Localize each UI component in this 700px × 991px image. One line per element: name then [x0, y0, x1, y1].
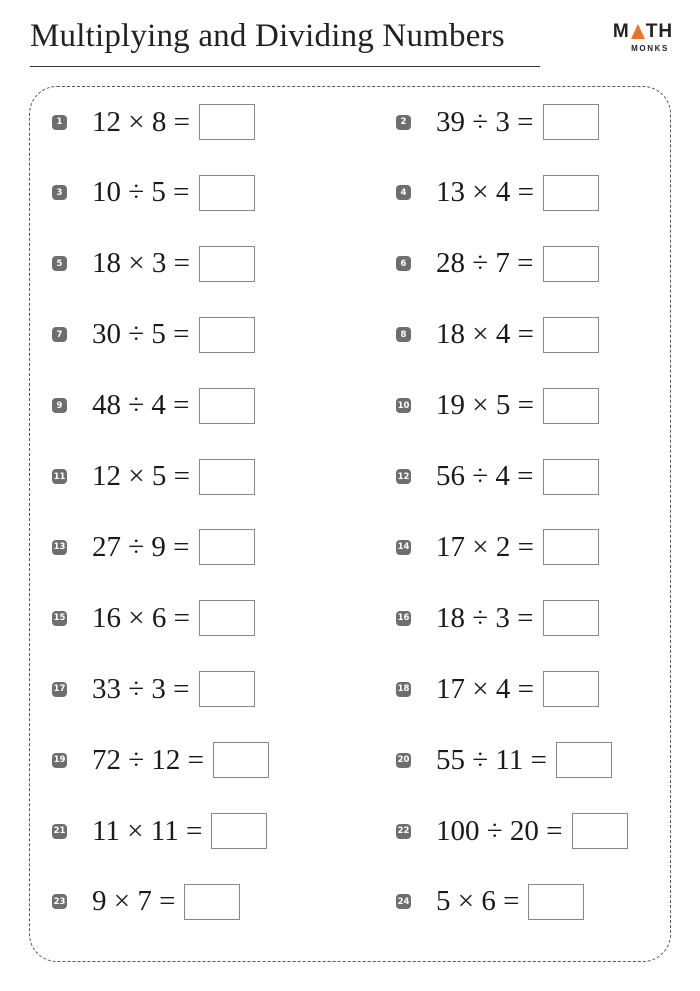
answer-box[interactable]: [199, 459, 255, 495]
problem-expression: 48 ÷ 4 =: [92, 389, 190, 422]
answer-box[interactable]: [543, 104, 599, 140]
answer-box[interactable]: [184, 884, 240, 920]
problem-number-badge: 23: [52, 894, 67, 909]
problem-item: [52, 457, 255, 497]
problem-number-badge: 22: [396, 824, 411, 839]
math-monks-logo: [608, 22, 678, 62]
problem-expression: 5 × 6 =: [436, 885, 520, 918]
answer-box[interactable]: [199, 600, 255, 636]
problem-expression: 9 × 7 =: [92, 885, 176, 918]
logo-triangle-icon: [631, 24, 645, 39]
problem-item: [396, 244, 599, 284]
answer-box[interactable]: [528, 884, 584, 920]
problem-expression: 16 × 6 =: [92, 601, 190, 634]
logo-wordmark: [608, 22, 678, 42]
problem-number-badge: 20: [396, 753, 411, 768]
worksheet-title: Multiplying and Dividing Numbers: [30, 18, 505, 54]
answer-box[interactable]: [543, 600, 599, 636]
answer-box[interactable]: [572, 813, 628, 849]
problem-number-badge: 10: [396, 398, 411, 413]
problem-item: [52, 315, 255, 355]
problem-number-badge: 9: [52, 398, 67, 413]
problem-expression: 17 × 2 =: [436, 530, 534, 563]
problem-item: [52, 740, 269, 780]
problem-number-badge: 14: [396, 540, 411, 555]
problem-number-badge: 11: [52, 469, 67, 484]
problem-item: [396, 527, 599, 567]
answer-box[interactable]: [199, 317, 255, 353]
answer-box[interactable]: [199, 529, 255, 565]
problem-expression: 30 ÷ 5 =: [92, 318, 190, 351]
problem-expression: 39 ÷ 3 =: [436, 105, 534, 138]
problem-number-badge: 13: [52, 540, 67, 555]
problem-item: [52, 811, 267, 851]
problem-item: [52, 244, 255, 284]
problem-expression: 10 ÷ 5 =: [92, 176, 190, 209]
problem-number-badge: 21: [52, 824, 67, 839]
problem-number-badge: 17: [52, 682, 67, 697]
problem-item: [52, 527, 255, 567]
problem-item: [396, 173, 599, 213]
problem-number-badge: 15: [52, 611, 67, 626]
problem-expression: 27 ÷ 9 =: [92, 530, 190, 563]
problem-number-badge: 12: [396, 469, 411, 484]
answer-box[interactable]: [543, 529, 599, 565]
problem-item: [396, 386, 599, 426]
logo-text-m: M: [612, 21, 630, 42]
problem-expression: 18 × 4 =: [436, 318, 534, 351]
problem-item: [52, 386, 255, 426]
problem-number-badge: 1: [52, 115, 67, 130]
problem-expression: 19 × 5 =: [436, 389, 534, 422]
title-underline: [30, 66, 540, 67]
problem-number-badge: 5: [52, 256, 67, 271]
problem-expression: 13 × 4 =: [436, 176, 534, 209]
problem-item: [52, 173, 255, 213]
problem-expression: 12 × 5 =: [92, 460, 190, 492]
problem-item: [52, 882, 240, 922]
answer-box[interactable]: [543, 388, 599, 424]
problem-expression: 56 ÷ 4 =: [436, 460, 534, 492]
problem-number-badge: 4: [396, 185, 411, 200]
answer-box[interactable]: [543, 246, 599, 282]
answer-box[interactable]: [211, 813, 267, 849]
problem-item: [52, 598, 255, 638]
problem-number-badge: 16: [396, 611, 411, 626]
problem-item: [396, 102, 599, 142]
problem-number-badge: 24: [396, 894, 411, 909]
answer-box[interactable]: [199, 388, 255, 424]
answer-box[interactable]: [543, 459, 599, 495]
problem-item: [396, 882, 584, 922]
problem-item: [396, 315, 599, 355]
problem-number-badge: 18: [396, 682, 411, 697]
problem-expression: 18 ÷ 3 =: [436, 601, 534, 634]
problem-item: [396, 811, 628, 851]
answer-box[interactable]: [199, 175, 255, 211]
problem-expression: 12 × 8 =: [92, 105, 190, 138]
problem-number-badge: 7: [52, 327, 67, 342]
problem-expression: 11 × 11 =: [92, 814, 203, 847]
answer-box[interactable]: [543, 317, 599, 353]
problem-expression: 100 ÷ 20 =: [436, 814, 563, 847]
problem-number-badge: 19: [52, 753, 67, 768]
problem-expression: 72 ÷ 12 =: [92, 743, 205, 776]
answer-box[interactable]: [556, 742, 612, 778]
problem-number-badge: 6: [396, 256, 411, 271]
problem-number-badge: 8: [396, 327, 411, 342]
problem-number-badge: 3: [52, 185, 67, 200]
problem-number-badge: 2: [396, 115, 411, 130]
problem-item: [52, 669, 255, 709]
problem-expression: 17 × 4 =: [436, 672, 534, 705]
problem-expression: 33 ÷ 3 =: [92, 672, 190, 705]
problem-item: [396, 669, 599, 709]
problem-item: [396, 598, 599, 638]
problem-item: [396, 457, 599, 497]
logo-text-th: TH: [645, 21, 674, 42]
problem-item: [52, 102, 255, 142]
problem-expression: 55 ÷ 11 =: [436, 743, 547, 776]
problem-item: [396, 740, 612, 780]
answer-box[interactable]: [199, 104, 255, 140]
answer-box[interactable]: [199, 246, 255, 282]
problem-expression: 18 × 3 =: [92, 247, 190, 280]
logo-subtext: MONKS: [631, 44, 669, 53]
problem-expression: 28 ÷ 7 =: [436, 247, 534, 280]
answer-box[interactable]: [213, 742, 269, 778]
answer-box[interactable]: [543, 175, 599, 211]
answer-box[interactable]: [199, 671, 255, 707]
answer-box[interactable]: [543, 671, 599, 707]
